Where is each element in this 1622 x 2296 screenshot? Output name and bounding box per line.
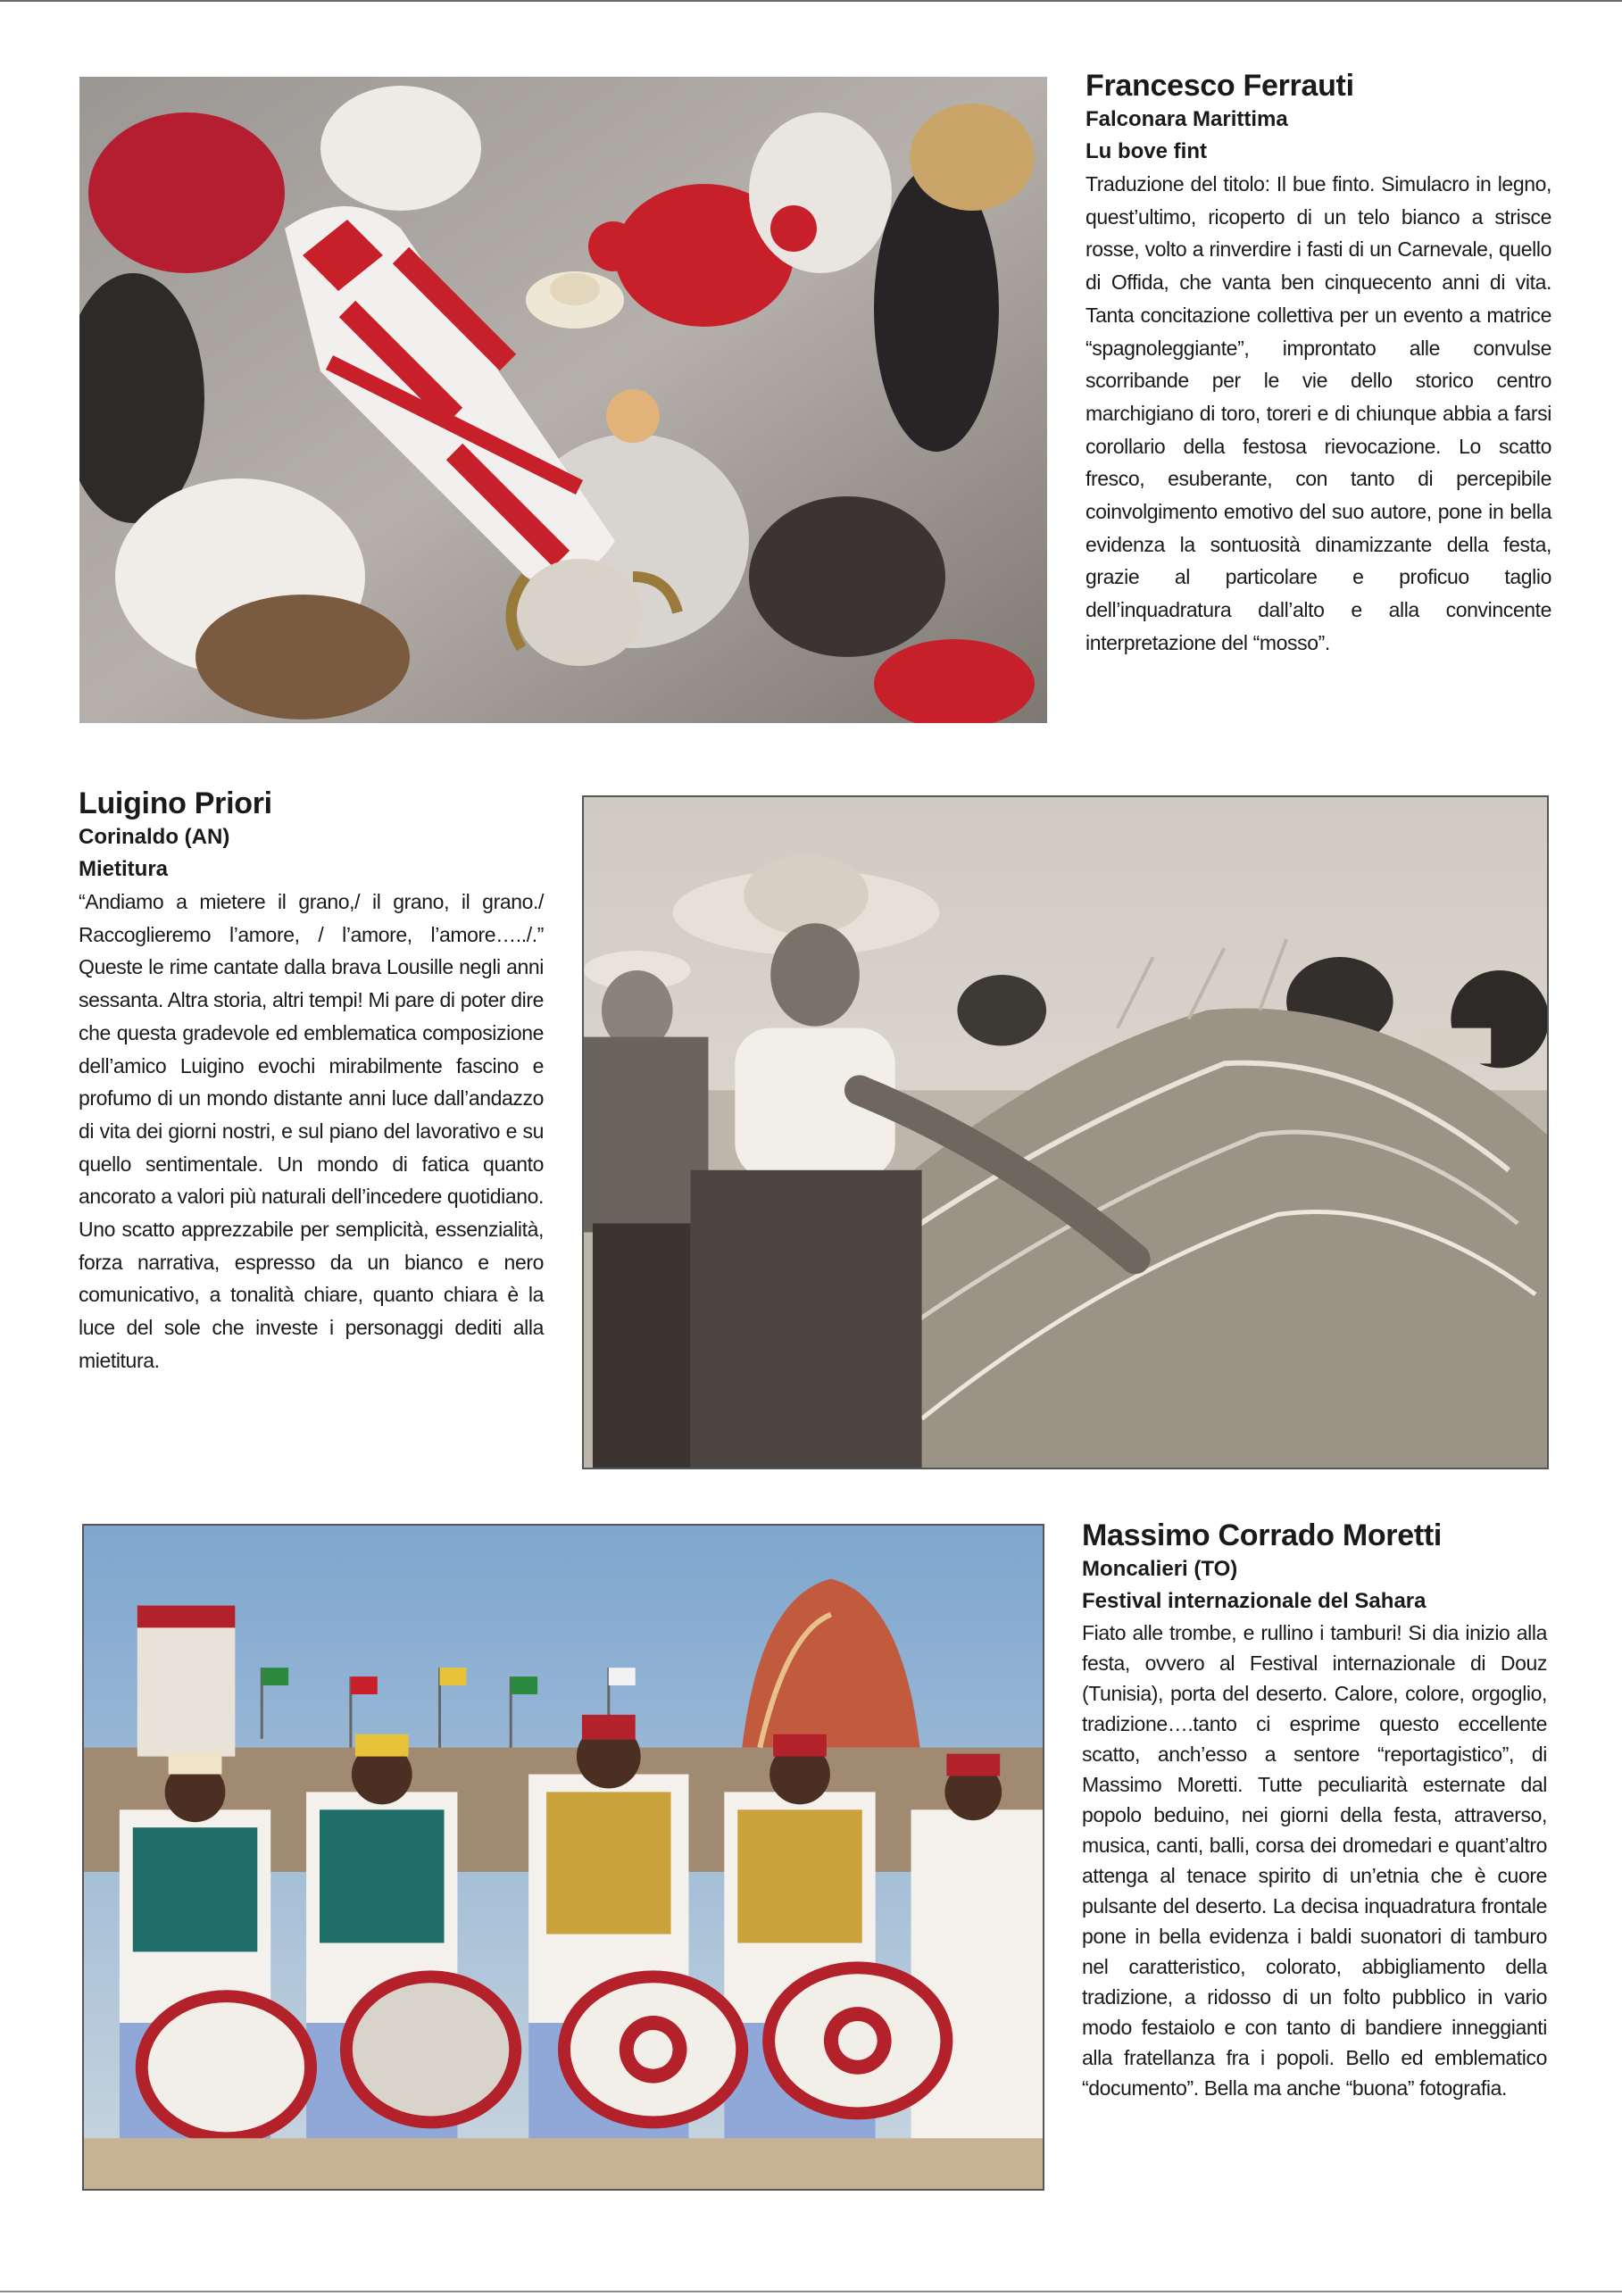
photo-carnival-bull	[79, 77, 1047, 723]
photo-harvest-woman	[582, 795, 1549, 1469]
author-name: Luigino Priori	[79, 786, 272, 820]
entry-ferrauti	[1085, 68, 1551, 660]
entry-moretti	[1082, 1518, 1547, 2103]
page-top-border	[0, 0, 1622, 2]
photo-description: Fiato alle trombe, e rullino i tamburi! Si dia inizio alla festa, ovvero al Festival internazionale di Douz (Tunisia), porta del deserto. Calore, colore, orgoglio, tradizione….tanto ci esprime questo eccellente scatto, anch’esso a sentore “reportagistico”, di Massimo Moretti. Tutte peculiarità esternate dal popolo beduino, nei giorni della festa, attraverso, musica, canti, balli, corsa dei dromedari e quant’altro attenga al tenace spirito di un’etnia che è cuore pulsante del deserto. La decisa inquadratura frontale pone in bella evidenza i baldi suonatori di tamburo nel caratteristico, colorato, abbigliamento della tradizione, a ridosso di un folto pubblico in vario modo festaiolo e con tanto di bandiere inneggianti alla fratellanza fra i popoli. Bello ed emblematico “documento”. Bella ma anche “buona” fotografia.	[1082, 1621, 1547, 2100]
photo-description: “Andiamo a mietere il grano,/ il grano, il grano./ Raccoglieremo l’amore, / l’amore, l’amore…../.” Queste le rime cantate dalla brava Lousille negli anni sessanta. Altra storia, altri tempi! Mi pare di poter dire che questa gradevole ed emblematica composizione dell’amico Luigino evochi mirabilmente fascino e profumo di un mondo distante anni luce dall’andazzo di vita dei giorni nostri, e sul piano del lavorativo e su quello sentimentale. Un mondo di fatica quanto ancorato a valori più naturali dell’incedere quotidiano. Uno scatto apprezzabile per semplicità, essenzialità, forza narrativa, espresso da un bianco e nero comunicativo, a tonalità chiare, quanto chiara è la luce del sole che investe i personaggi dediti alla mietitura.	[79, 890, 545, 1372]
author-name: Francesco Ferrauti	[1085, 69, 1354, 103]
page-bottom-border	[0, 2291, 1622, 2292]
author-location: Falconara Marittima	[1085, 107, 1288, 131]
entry-priori	[79, 786, 544, 1377]
author-name: Massimo Corrado Moretti	[1082, 1518, 1443, 1552]
author-location: Moncalieri (TO)	[1082, 1557, 1238, 1581]
photo-description: Traduzione del titolo: Il bue finto. Simulacro in legno, quest’ultimo, ricoperto di un telo bianco a strisce rosse, volto a rinverdire i fasti di un Carnevale, quello di Offida, che vanta ben cinquecento anni di vita. Tanta concitazione collettiva per un evento a matrice “spagnoleggiante”, improntato alle convulse scorribande per le vie dello storico centro marchigiano di toro, toreri e di chiunque abbia a farsi corollario della festosa rievocazione. Lo scatto fresco, esuberante, con tanto di percepibile coinvolgimento emotivo del suo autore, pone in bella evidenza la sontuosità dinamizzante della festa, grazie al particolare e proficuo taglio dell’inquadratura dall’alto e alla convincente interpretazione del “mosso”.	[1085, 172, 1551, 654]
author-location: Corinaldo (AN)	[79, 825, 230, 849]
photo-title: Lu bove fint	[1085, 139, 1207, 163]
photo-title: Mietitura	[79, 857, 169, 881]
photo-sahara-drummers	[82, 1524, 1044, 2191]
photo-title: Festival internazionale del Sahara	[1082, 1589, 1427, 1613]
